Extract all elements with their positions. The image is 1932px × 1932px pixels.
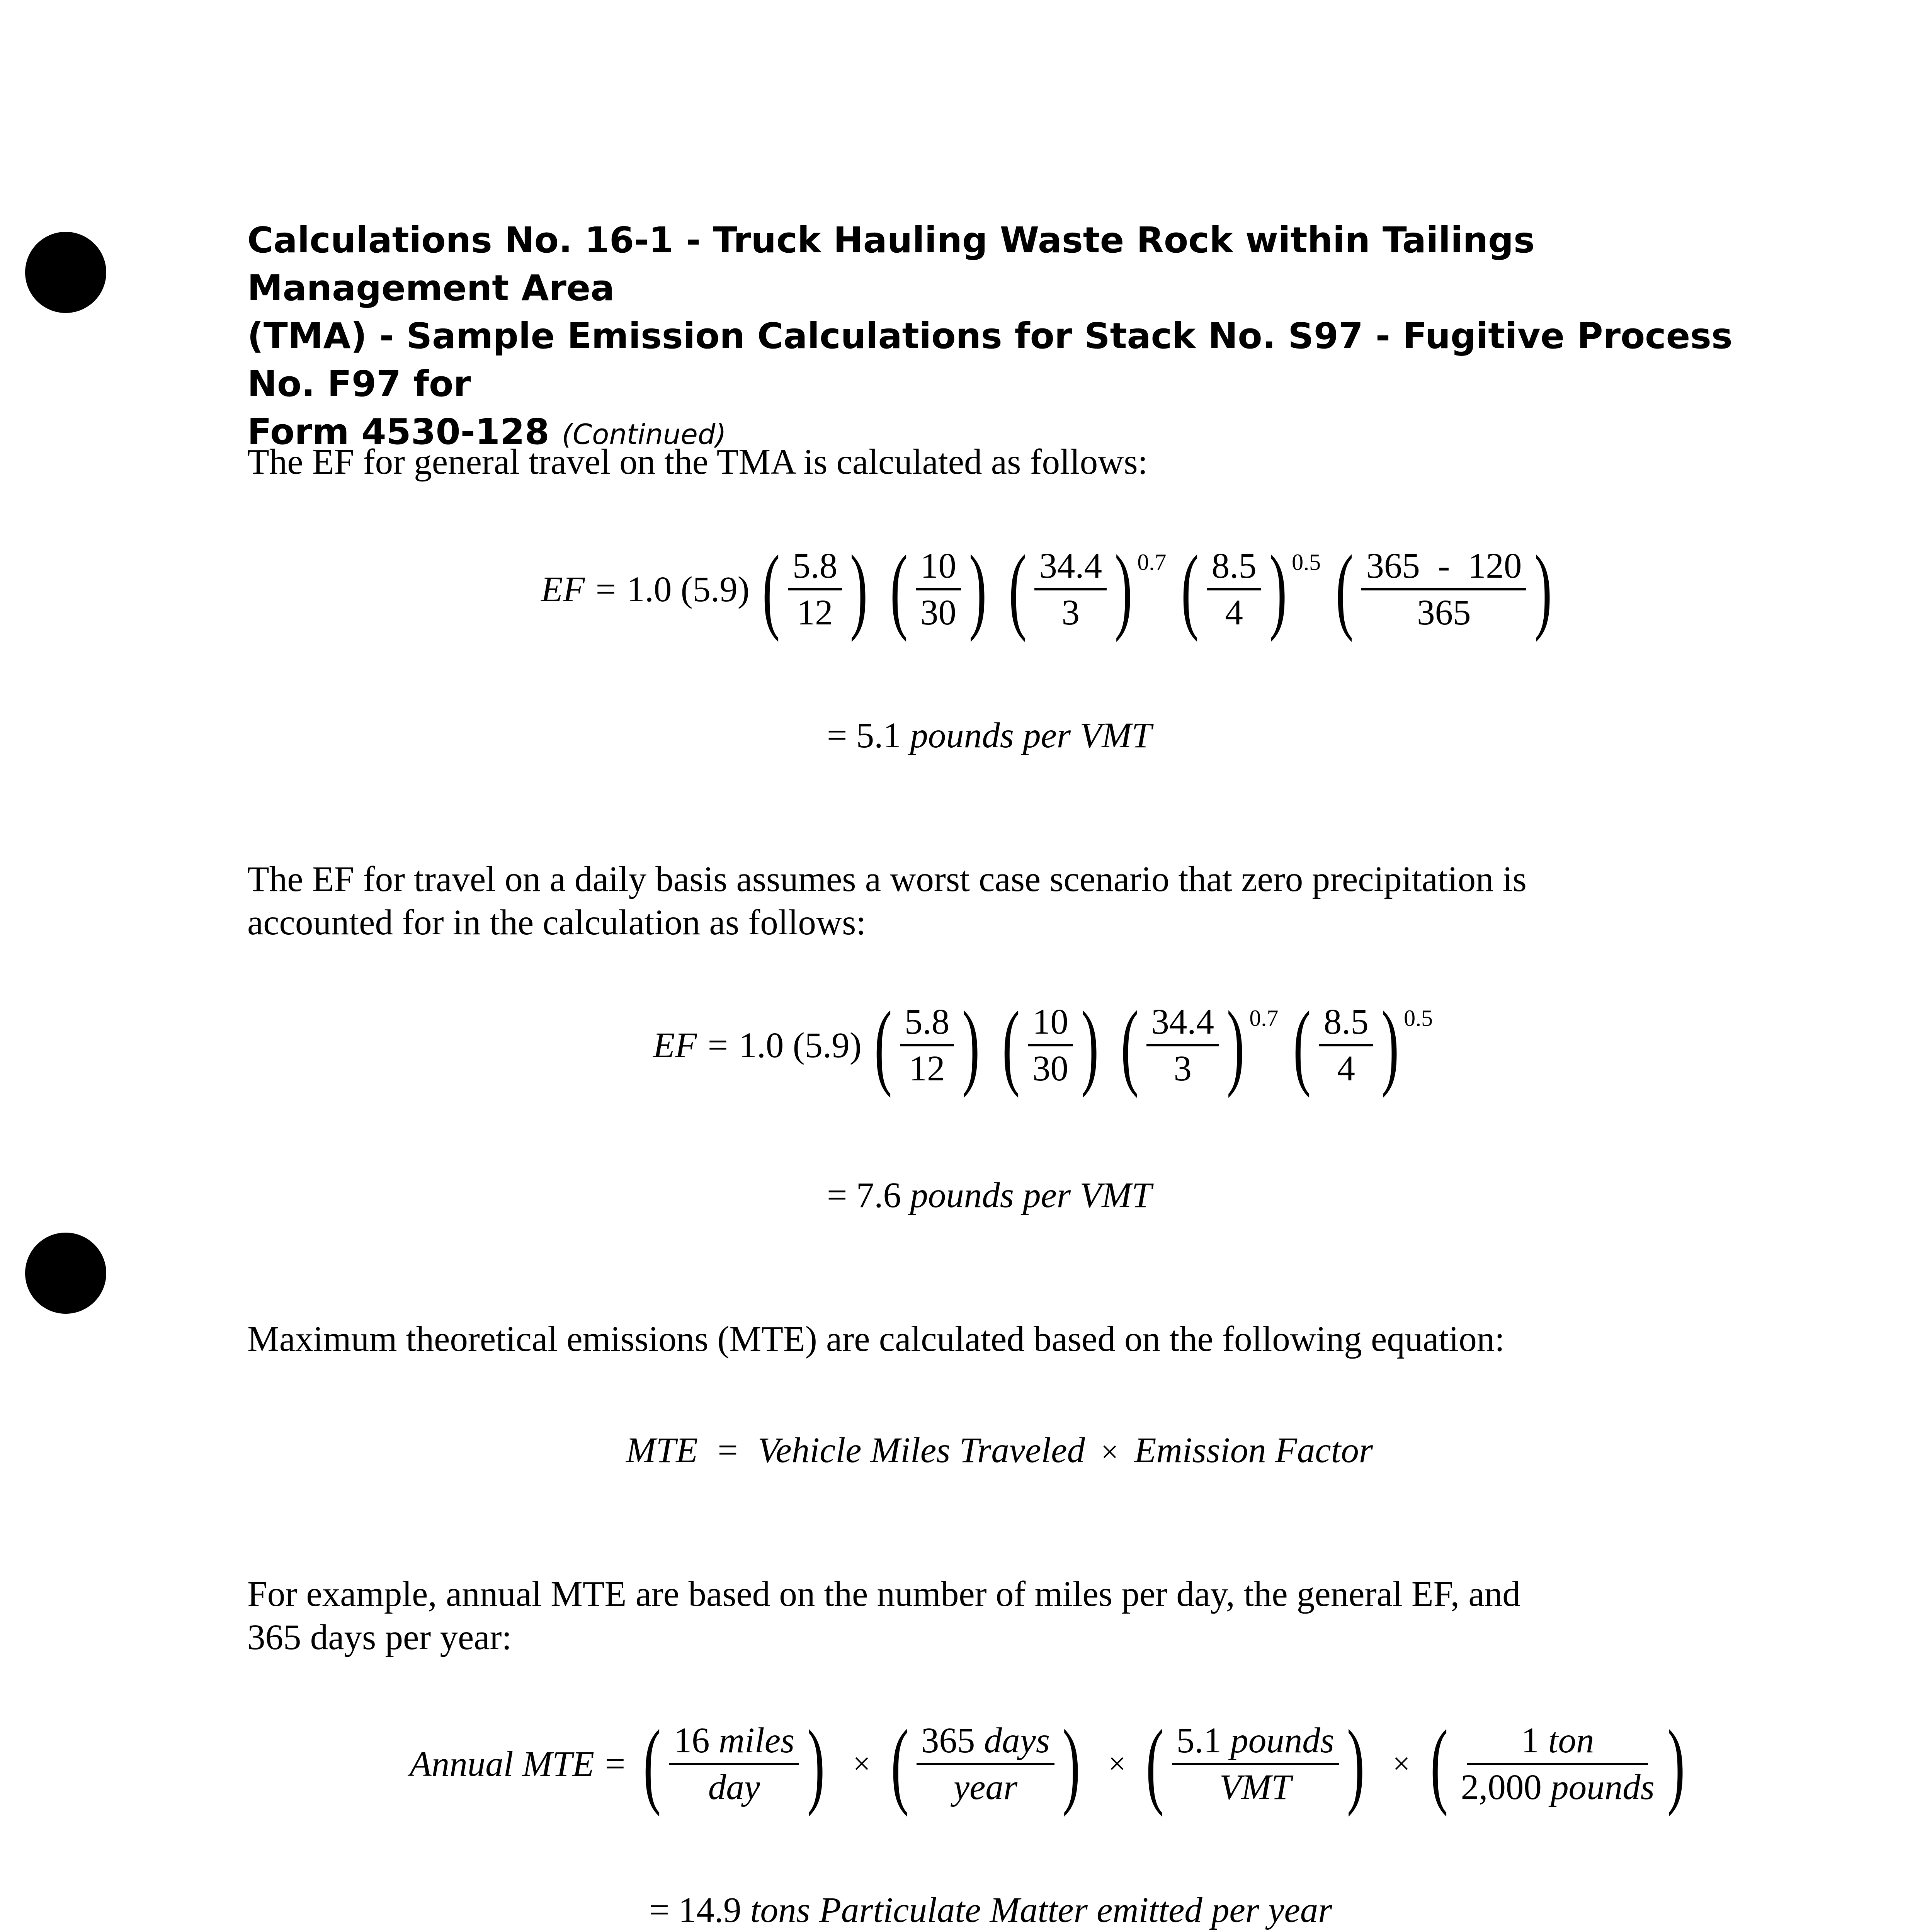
- eq2-f3-num: 34.4: [1146, 1001, 1219, 1046]
- result2-unit: pounds per VMT: [910, 1175, 1152, 1215]
- result1-equals: =: [827, 716, 847, 755]
- eq1-factor-silt: ( $\frac{5.8}{12}$ ): [762, 536, 868, 643]
- eq4-f2-num-value: 365: [921, 1721, 975, 1760]
- result-general-ef: [827, 715, 1151, 756]
- heading-line-1: Calculations No. 16-1 - Truck Hauling Waste Rock within Tailings Management Area: [247, 219, 1535, 309]
- eq4-factor-ton: ( $\frac{\text{1 ton}}{\text{2,000 pounds}}$ ): [1430, 1710, 1685, 1817]
- para2-line-1: The EF for travel on a daily basis assumes a worst case scenario that zero precipitation is: [247, 859, 1527, 899]
- eq3-ef: Emission Factor: [1134, 1430, 1373, 1470]
- eq4-factor-ef: ( $\frac{\text{5.1 pounds}}{\text{VMT}}$ ): [1146, 1710, 1365, 1817]
- eq4-times-3: ×: [1393, 1747, 1410, 1781]
- eq4-factor-days: ( $\frac{\text{365 days}}{\text{year}}$ ): [891, 1710, 1080, 1817]
- equation-daily-ef: [653, 992, 1440, 1099]
- eq2-factor-speed: ( $\frac{10}{30}$ ): [1002, 992, 1099, 1099]
- paragraph-general-travel: The EF for general travel on the TMA is calculated as follows:: [247, 442, 1148, 482]
- result-annual-mte: [649, 1889, 1332, 1931]
- eq1-coefficient: 1.0 (5.9): [627, 569, 750, 609]
- eq1-f3-den: 3: [1061, 593, 1080, 633]
- result-daily-ef: [827, 1175, 1151, 1216]
- eq1-equals: =: [595, 569, 616, 609]
- eq1-f1-num: 5.8: [788, 545, 842, 590]
- eq4-f4-num-unit: ton: [1548, 1721, 1594, 1760]
- equation-annual-mte: [410, 1710, 1700, 1817]
- eq4-f3-num-value: 5.1: [1176, 1721, 1221, 1760]
- binder-hole-middle: [25, 1233, 106, 1314]
- eq4-f2-num-unit: days: [984, 1721, 1050, 1760]
- paragraph-mte-intro: Maximum theoretical emissions (MTE) are calculated based on the following equation:: [247, 1319, 1505, 1359]
- eq1-factor-precip: ( $\frac{365 - 120}{365}$ ): [1335, 536, 1552, 643]
- eq4-f3-num-unit: pounds: [1230, 1721, 1334, 1760]
- para4-line-1: For example, annual MTE are based on the number of miles per day, the general EF, and: [247, 1574, 1520, 1614]
- eq2-factor-silt: ( $\frac{5.8}{12}$ ): [874, 992, 980, 1099]
- eq1-lhs: EF: [541, 569, 585, 609]
- eq4-f1-den: day: [708, 1767, 760, 1807]
- eq2-f1-num: 5.8: [900, 1001, 954, 1046]
- eq2-f4-num: 8.5: [1319, 1001, 1373, 1046]
- equation-general-ef: [541, 536, 1567, 643]
- eq2-factor-weight: ( $\frac{34.4}{3}$ ) 0.7: [1121, 992, 1279, 1099]
- result1-unit: pounds per VMT: [910, 716, 1152, 755]
- paragraph-daily-travel: [247, 858, 1793, 944]
- eq4-times-1: ×: [853, 1747, 871, 1781]
- eq1-f5-den: 365: [1417, 593, 1471, 633]
- eq4-f4-den-value: 2,000: [1461, 1767, 1542, 1807]
- eq2-f2-den: 30: [1032, 1049, 1068, 1088]
- eq4-times-2: ×: [1108, 1747, 1126, 1781]
- eq1-f5-num: 365 - 120: [1361, 545, 1526, 590]
- eq1-f1-den: 12: [797, 593, 833, 633]
- heading-continued: (Continued): [561, 418, 726, 451]
- eq4-f1-num-value: 16: [673, 1721, 710, 1760]
- eq3-vmt: Vehicle Miles Traveled: [757, 1430, 1085, 1470]
- eq2-factor-wheels: ( $\frac{8.5}{4}$ ) 0.5: [1293, 992, 1433, 1099]
- eq1-f4-num: 8.5: [1207, 545, 1261, 590]
- para4-line-2: 365 days per year:: [247, 1617, 512, 1657]
- eq2-f4-exponent: 0.5: [1404, 1005, 1433, 1031]
- eq1-f3-exponent: 0.7: [1137, 549, 1167, 575]
- result4-unit: tons Particulate Matter emitted per year: [750, 1890, 1332, 1930]
- eq2-f1-den: 12: [909, 1049, 945, 1088]
- eq2-f2-num: 10: [1028, 1001, 1073, 1046]
- eq2-f3-den: 3: [1173, 1049, 1192, 1088]
- eq4-equals: =: [605, 1744, 626, 1784]
- eq2-lhs: EF: [653, 1025, 697, 1065]
- eq3-times: ×: [1101, 1435, 1119, 1469]
- eq2-f4-den: 4: [1337, 1049, 1355, 1088]
- section-heading: [247, 216, 1777, 458]
- eq4-f2-den: year: [953, 1767, 1018, 1807]
- eq2-f3-exponent: 0.7: [1249, 1005, 1279, 1031]
- result1-value: 5.1: [856, 716, 901, 755]
- eq4-f1-num-unit: miles: [718, 1721, 795, 1760]
- heading-form-number: Form 4530-128: [247, 411, 549, 452]
- eq4-f4-num-value: 1: [1521, 1721, 1539, 1760]
- eq2-equals: =: [707, 1025, 728, 1065]
- eq4-f3-den: VMT: [1219, 1767, 1291, 1807]
- result4-equals: =: [649, 1890, 670, 1930]
- heading-line-2: (TMA) - Sample Emission Calculations for Stack No. S97 - Fugitive Process No. F97 for: [247, 315, 1733, 405]
- eq4-lhs: Annual MTE: [410, 1744, 594, 1784]
- result2-equals: =: [827, 1175, 847, 1215]
- paragraph-annual-example: [247, 1573, 1793, 1659]
- eq1-factor-speed: ( $\frac{10}{30}$ ): [890, 536, 987, 643]
- eq1-factor-weight: ( $\frac{34.4}{3}$ ) 0.7: [1009, 536, 1167, 643]
- eq4-f4-den-unit: pounds: [1551, 1767, 1655, 1807]
- equation-mte: [626, 1430, 1373, 1471]
- eq2-coefficient: 1.0 (5.9): [739, 1025, 862, 1065]
- eq4-factor-miles: ( $\frac{\text{16 miles}}{\text{day}}$ ): [643, 1710, 825, 1817]
- eq1-f3-num: 34.4: [1034, 545, 1107, 590]
- eq1-factor-wheels: ( $\frac{8.5}{4}$ ) 0.5: [1181, 536, 1321, 643]
- eq1-f4-den: 4: [1225, 593, 1243, 633]
- eq3-equals: =: [718, 1430, 738, 1470]
- result4-value: 14.9: [678, 1890, 742, 1930]
- eq1-f2-den: 30: [920, 593, 956, 633]
- eq3-lhs: MTE: [626, 1430, 698, 1470]
- eq1-f4-exponent: 0.5: [1292, 549, 1321, 575]
- binder-hole-top: [25, 232, 106, 313]
- result2-value: 7.6: [856, 1175, 901, 1215]
- eq1-f2-num: 10: [916, 545, 961, 590]
- para2-line-2: accounted for in the calculation as follows:: [247, 903, 866, 942]
